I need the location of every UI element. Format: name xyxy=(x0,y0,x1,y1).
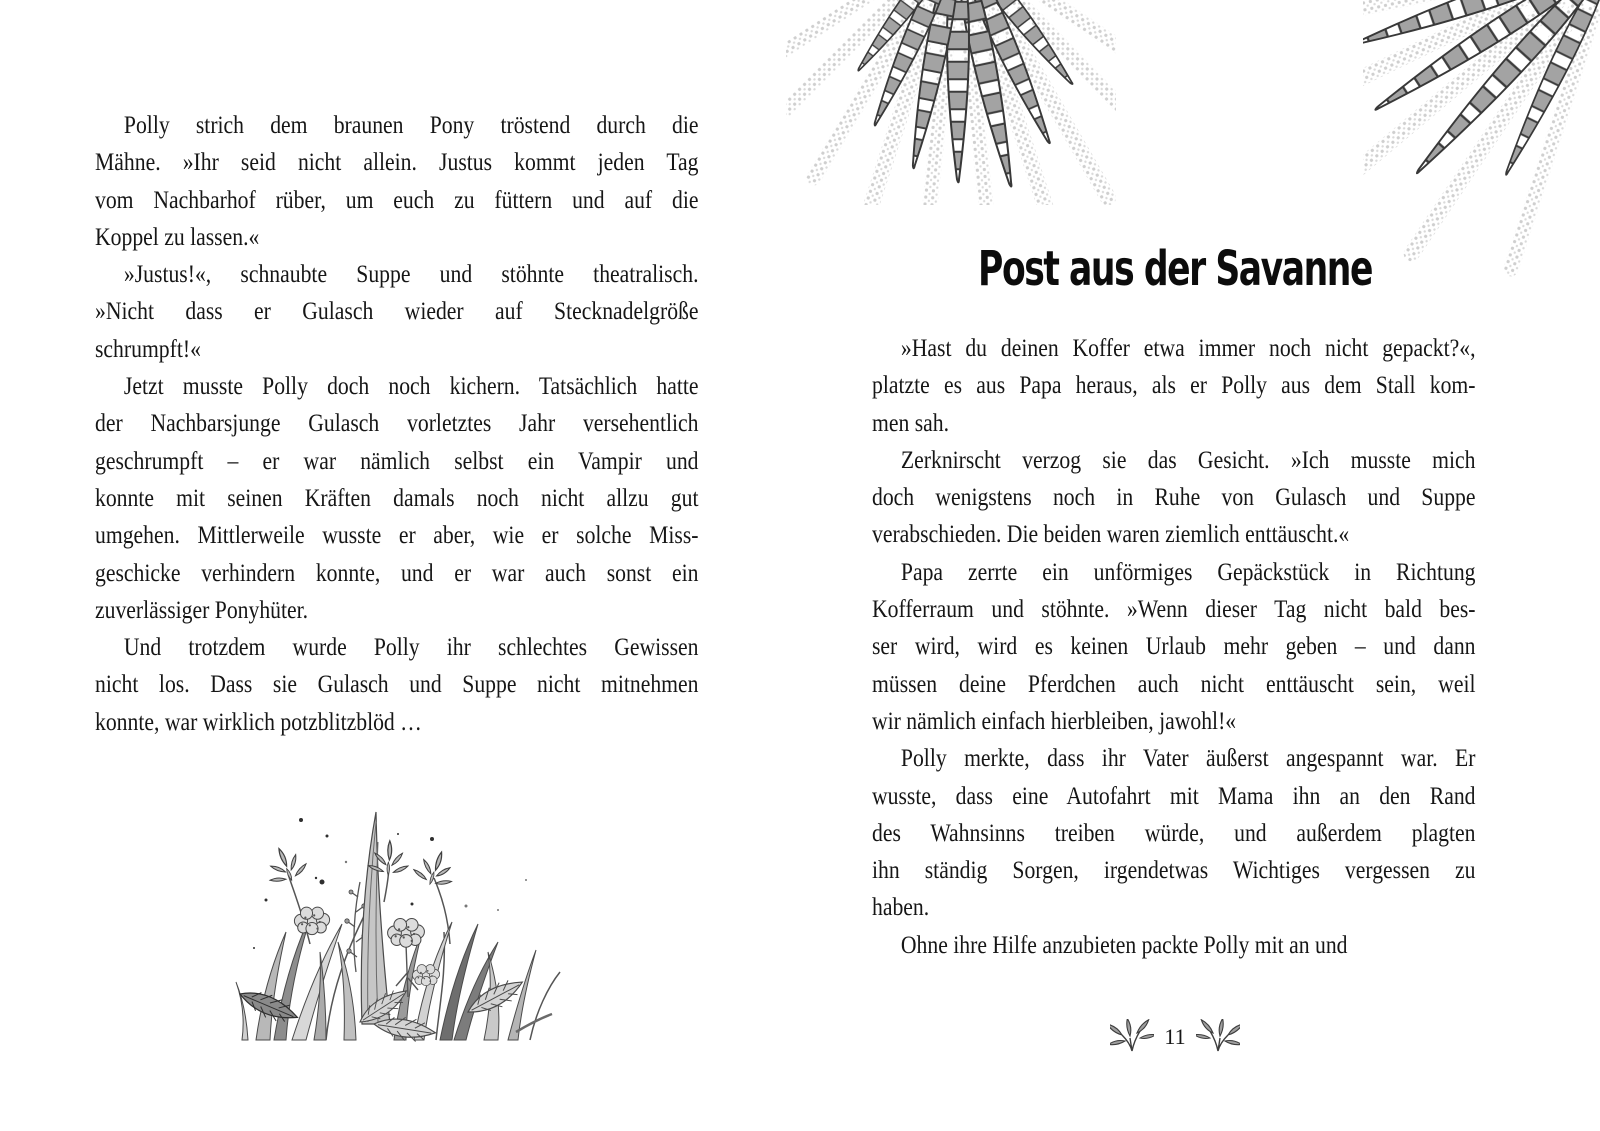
text-line: Mähne. »Ihr seid nicht allein. Justus kommt jeden Tag xyxy=(95,147,699,177)
text-line: Kofferraum und stöhnte. »Wenn dieser Tag nicht bald bes- xyxy=(872,594,1476,624)
paragraph xyxy=(95,255,699,367)
text-line: geschicke verhindern konnte, und er war auch sonst ein xyxy=(95,557,699,587)
paragraph xyxy=(95,106,699,255)
text-line: men sah. xyxy=(872,407,950,437)
text-line: Und trotzdem wurde Polly ihr schlechtes Gewissen xyxy=(123,632,699,662)
text-line: »Nicht dass er Gulasch wieder auf Stecknadelgröße xyxy=(95,296,699,326)
text-line: Polly strich dem braunen Pony tröstend durch die xyxy=(123,110,699,139)
text-line: verabschieden. Die beiden waren ziemlich enttäuscht.« xyxy=(872,519,1350,549)
text-line: des Wahnsinns treiben würde, und außerdem plagten xyxy=(872,817,1476,847)
text-line: konnte mit seinen Kräften damals noch nicht allzu gut xyxy=(95,482,699,512)
text-line: wir nämlich einfach hierbleiben, jawohl!« xyxy=(872,705,1237,735)
leaf-sprig-left-icon xyxy=(1110,1019,1154,1055)
text-line: Polly merkte, dass ihr Vater äußerst angespannt war. Er xyxy=(900,743,1476,773)
text-line: geschrumpft – er war nämlich selbst ein Vampir und xyxy=(95,445,699,475)
palm-frond-burst-top-center-illustration xyxy=(786,0,1116,205)
right-page-text xyxy=(872,329,1476,963)
text-line: Zerknirscht verzog sie das Gesicht. »Ich musste mich xyxy=(900,444,1476,474)
paragraph xyxy=(872,441,1476,553)
text-line: ihn ständig Sorgen, irgendetwas Wichtiges vergessen zu xyxy=(872,855,1476,885)
left-page-text xyxy=(95,106,699,740)
text-line: doch wenigstens noch in Ruhe von Gulasch und Suppe xyxy=(872,482,1476,512)
text-line: Jetzt musste Polly doch noch kichern. Tatsächlich hatte xyxy=(123,371,699,401)
paragraph xyxy=(872,329,1476,441)
paragraph xyxy=(872,553,1476,739)
text-line: platzte es aus Papa heraus, als er Polly aus dem Stall kom- xyxy=(872,370,1476,400)
text-line: »Hast du deinen Koffer etwa immer noch nicht gepackt?«, xyxy=(900,333,1476,362)
paragraph xyxy=(95,628,699,740)
paragraph xyxy=(872,926,1476,963)
text-line: Koppel zu lassen.« xyxy=(95,221,260,251)
text-line: Ohne ihre Hilfe anzubieten packte Polly mit an und xyxy=(900,929,1348,959)
text-line: vom Nachbarhof rüber, um euch zu füttern und auf die xyxy=(95,184,699,214)
meadow-illustration xyxy=(226,782,566,1082)
text-line: umgehen. Mittlerweile wusste er aber, wie er solche Miss- xyxy=(95,520,699,550)
text-line: nicht los. Dass sie Gulasch und Suppe nicht mitnehmen xyxy=(95,669,699,699)
page-number-row xyxy=(1075,1008,1275,1066)
text-line: ser wird, wird es keinen Urlaub mehr geben – und dann xyxy=(872,631,1476,661)
paragraph xyxy=(872,739,1476,925)
text-line: schrumpft!« xyxy=(95,333,201,363)
paragraph xyxy=(95,367,699,628)
text-line: konnte, war wirklich potzblitzblöd … xyxy=(95,706,422,736)
chapter-title: Post aus der Savanne xyxy=(978,241,1372,298)
page-number: 11 xyxy=(1164,1024,1186,1049)
text-line: müssen deine Pferdchen auch nicht enttäuscht sein, weil xyxy=(872,668,1476,698)
text-line: zuverlässiger Ponyhüter. xyxy=(95,594,309,624)
text-line: haben. xyxy=(872,892,930,922)
text-line: Papa zerrte ein unförmiges Gepäckstück in Richtung xyxy=(900,556,1476,586)
text-line: »Justus!«, schnaubte Suppe und stöhnte theatralisch. xyxy=(123,259,699,289)
leaf-sprig-right-icon xyxy=(1196,1019,1240,1055)
palm-frond-corner-top-right-illustration xyxy=(1363,0,1600,345)
text-line: wusste, dass eine Autofahrt mit Mama ihn an den Rand xyxy=(872,780,1476,810)
text-line: der Nachbarsjunge Gulasch vorletztes Jahr versehentlich xyxy=(95,408,699,438)
